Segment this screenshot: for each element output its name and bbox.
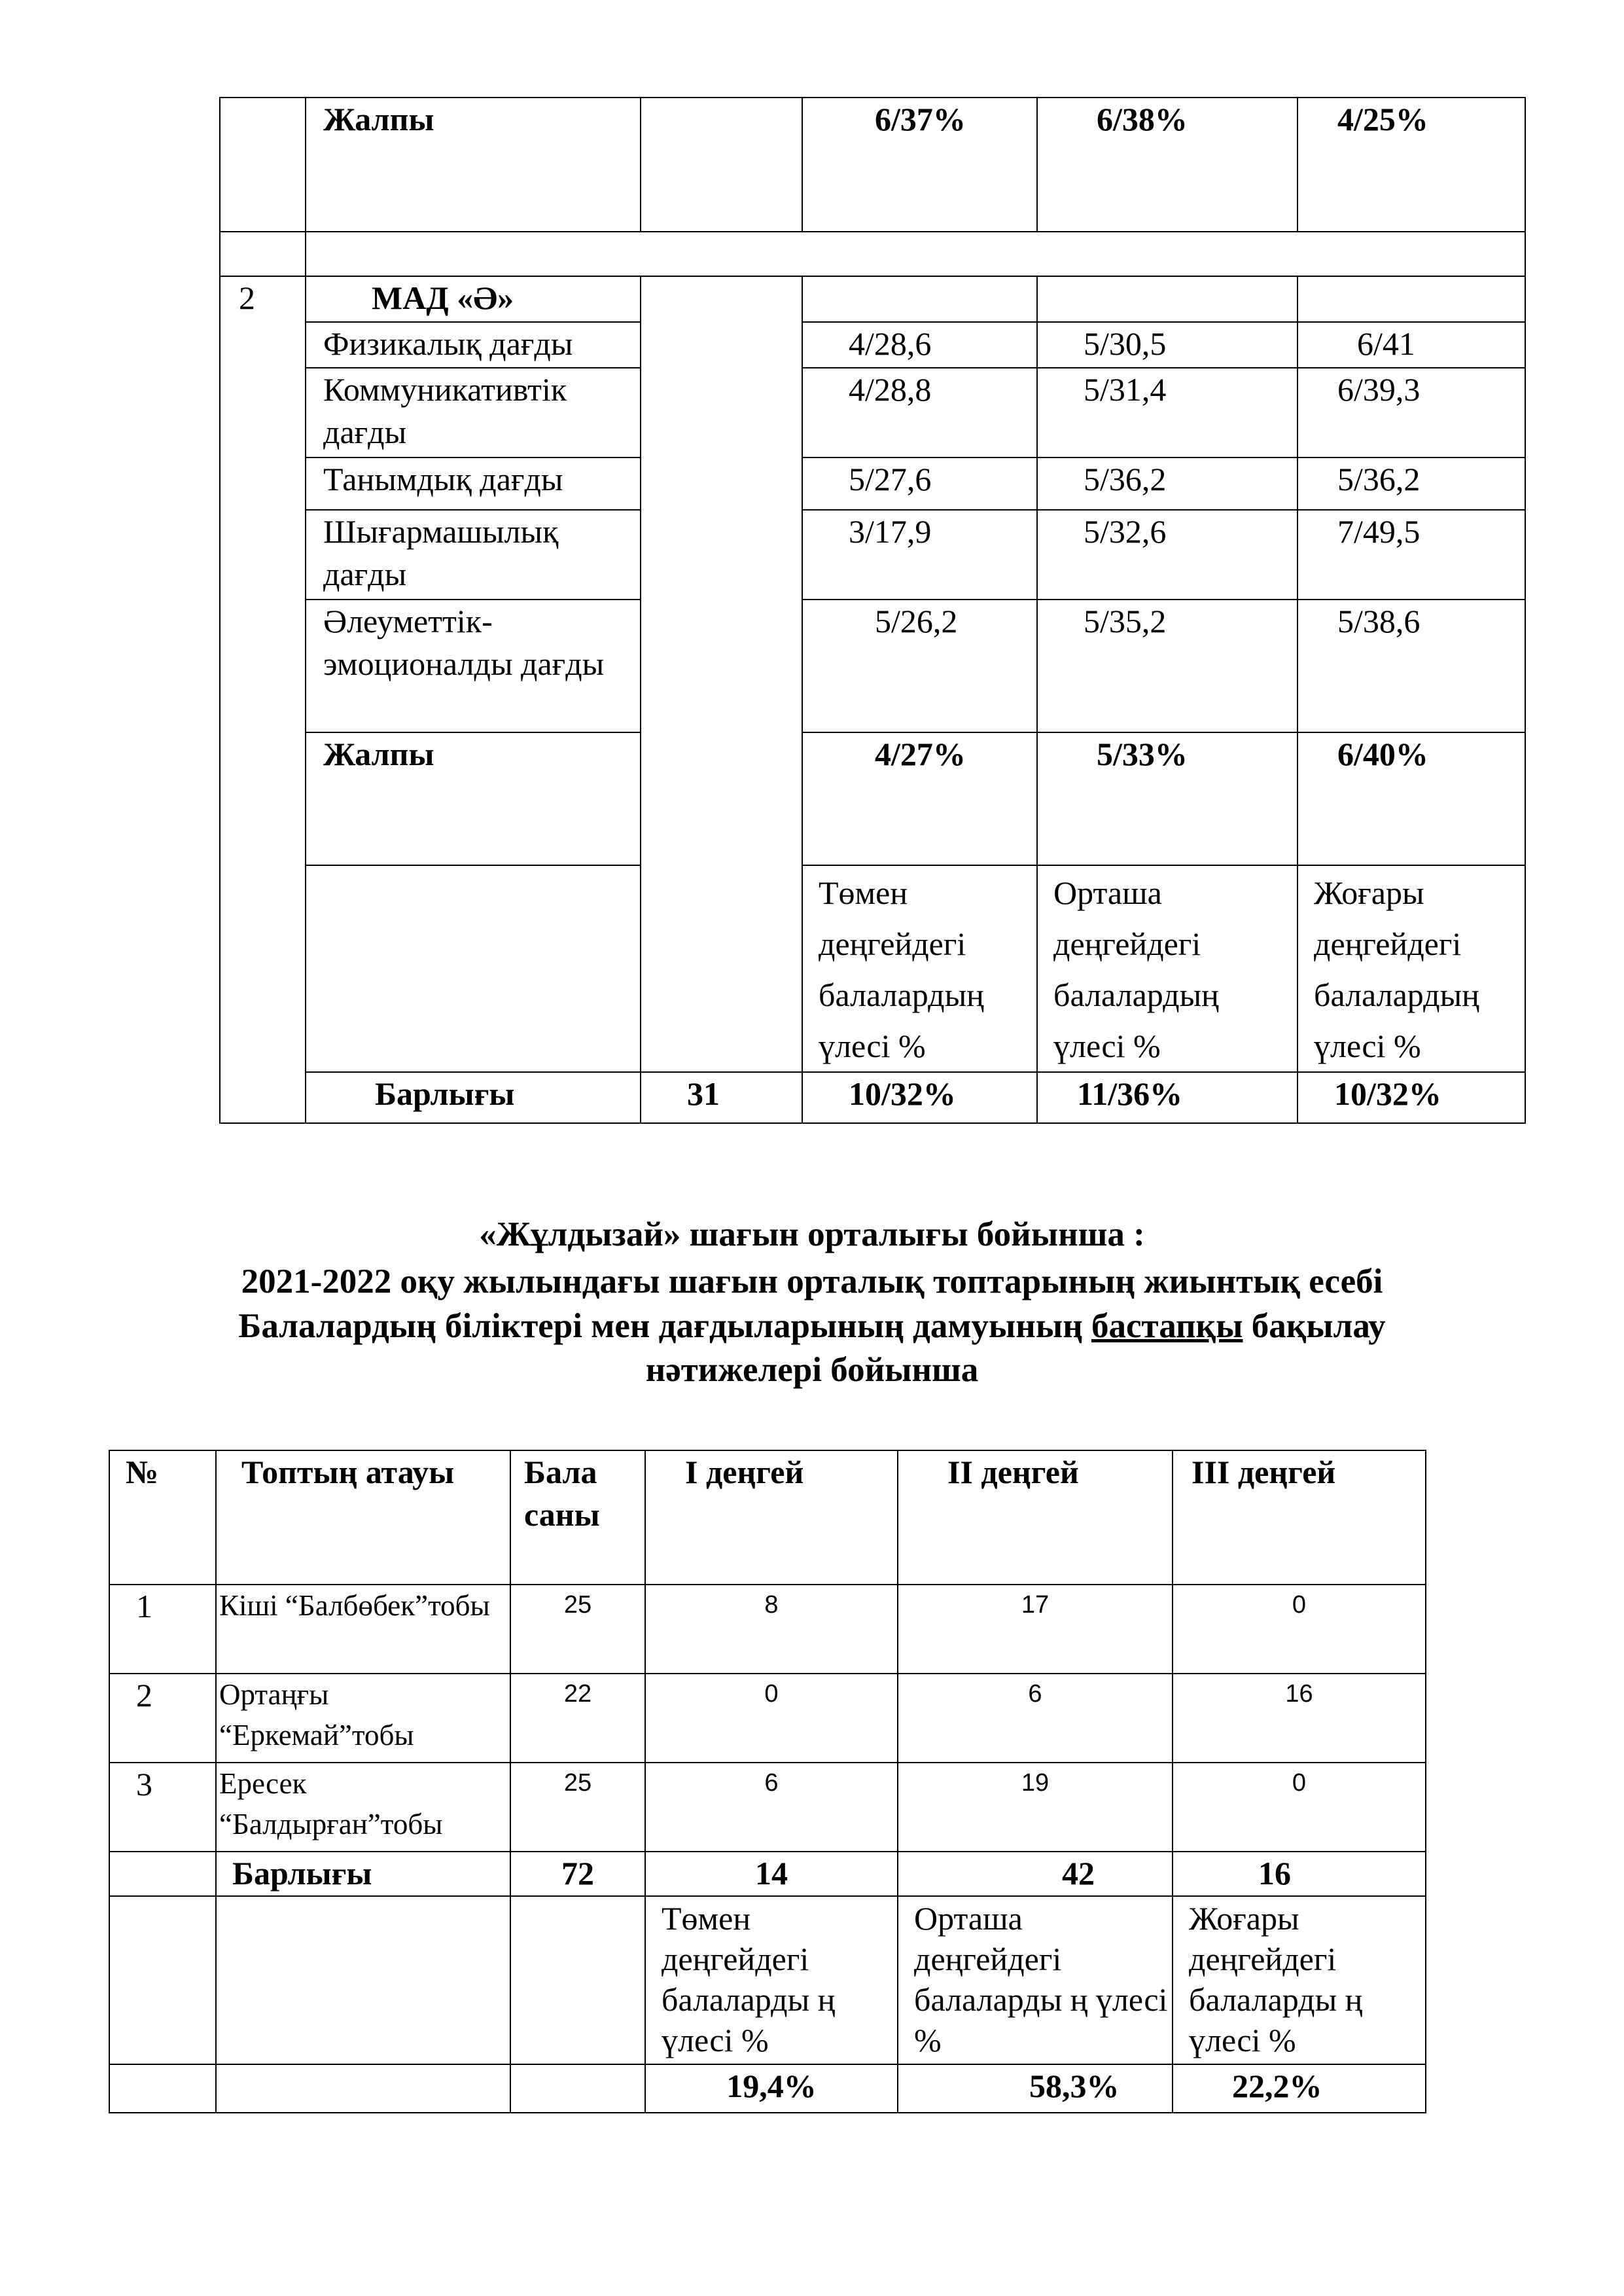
row-number: 1	[109, 1585, 216, 1674]
level-1-count: 8	[645, 1585, 898, 1674]
skill-label: Шығармашылық дағды	[306, 510, 641, 600]
report-heading-line1: «Жұлдызай» шағын орталығы бойынша :	[479, 1215, 1145, 1253]
child-count: 25	[510, 1763, 645, 1852]
table-row	[220, 322, 1525, 368]
header-number: №	[109, 1450, 216, 1585]
level-2-count: 19	[898, 1763, 1173, 1852]
level-low-value: 10/32%	[802, 1072, 1037, 1123]
grand-total-label: Барлығы	[306, 1072, 641, 1123]
table-row	[220, 457, 1525, 510]
total-level-1: 14	[645, 1852, 898, 1896]
table-row	[220, 98, 1525, 232]
level-2-count: 6	[898, 1674, 1173, 1763]
level-mid-value: 5/30,5	[1037, 322, 1297, 368]
percent-row	[109, 2064, 1426, 2113]
level-1-count: 0	[645, 1674, 898, 1763]
level-mid-value: 5/36,2	[1037, 457, 1297, 510]
header-level-2: ІІ деңгей	[898, 1450, 1173, 1585]
heading-underlined-text: бастапқы	[1091, 1307, 1243, 1345]
level-low-value: 6/37%	[802, 98, 1037, 232]
level-mid-value: 5/31,4	[1037, 368, 1297, 457]
percent-mid: 58,3%	[898, 2064, 1173, 2113]
group-summary-table	[109, 1450, 1426, 2113]
report-heading-line4: нәтижелері бойынша	[645, 1351, 979, 1389]
table-row	[220, 510, 1525, 600]
level-low-value: 5/27,6	[802, 457, 1037, 510]
skill-label: Әлеуметтік-эмоционалды дағды	[306, 600, 641, 732]
skill-label: Танымдық дағды	[306, 457, 641, 510]
group-title: МАД «Ә»	[306, 276, 641, 322]
group-name: Кіші “Балбөбек”тобы	[216, 1585, 510, 1674]
skill-label: Коммуникативтік дағды	[306, 368, 641, 457]
skill-label: Физикалық дағды	[306, 322, 641, 368]
level-mid-value: 5/32,6	[1037, 510, 1297, 600]
level-mid-value: 5/35,2	[1037, 600, 1297, 732]
table-row	[220, 276, 1525, 322]
heading-text: бақылау	[1243, 1307, 1386, 1345]
heading-text: Балалардың біліктері мен дағдыларының дамуының	[238, 1307, 1091, 1345]
row-number: 3	[109, 1763, 216, 1852]
total-label: Барлығы	[216, 1852, 510, 1896]
table-row	[220, 732, 1525, 865]
level-3-count: 0	[1173, 1763, 1426, 1852]
level-high-value: 6/40%	[1297, 732, 1525, 865]
level-mid-value: 11/36%	[1037, 1072, 1297, 1123]
table-row	[220, 600, 1525, 732]
report-heading-line2: 2021-2022 оқу жылындағы шағын орталық топтарының жиынтық есебі	[241, 1263, 1383, 1300]
level-low-value: 4/27%	[802, 732, 1037, 865]
level-high-value: 5/36,2	[1297, 457, 1525, 510]
table-row	[109, 1674, 1426, 1763]
level-low-value: 3/17,9	[802, 510, 1037, 600]
percent-low: 19,4%	[645, 2064, 898, 2113]
table-row	[109, 1896, 1426, 2064]
table-row	[220, 865, 1525, 1072]
row-number: 2	[109, 1674, 216, 1763]
table-row	[220, 368, 1525, 457]
table-row	[109, 1585, 1426, 1674]
level-3-count: 0	[1173, 1585, 1426, 1674]
level-high-value: 7/49,5	[1297, 510, 1525, 600]
header-group-name: Топтың атауы	[216, 1450, 510, 1585]
header-child-count: Бала саны	[510, 1450, 645, 1585]
level-2-count: 17	[898, 1585, 1173, 1674]
table-header-row	[109, 1450, 1426, 1585]
report-heading-line3	[0, 1304, 1624, 1348]
percent-high: 22,2%	[1173, 2064, 1426, 2113]
share-low-label: Төмен деңгейдегі балаларды ң үлесі %	[645, 1896, 898, 2064]
level-mid-value: 6/38%	[1037, 98, 1297, 232]
share-mid-label: Орташа деңгейдегі балаларды ң үлесі %	[898, 1896, 1173, 2064]
grand-total-count: 31	[641, 1072, 802, 1123]
group-number: 2	[220, 276, 306, 1123]
group-name: Ересек “Балдырған”тобы	[216, 1763, 510, 1852]
table-row	[220, 1072, 1525, 1123]
header-level-1: І деңгей	[645, 1450, 898, 1585]
child-count: 25	[510, 1585, 645, 1674]
total-row	[109, 1852, 1426, 1896]
level-high-value: 10/32%	[1297, 1072, 1525, 1123]
level-low-value: 5/26,2	[802, 600, 1037, 732]
table-row	[220, 232, 1525, 276]
table-row	[109, 1763, 1426, 1852]
share-low-label: Төмен деңгейдегі балалардың үлесі %	[802, 865, 1037, 1072]
level-1-count: 6	[645, 1763, 898, 1852]
level-mid-value: 5/33%	[1037, 732, 1297, 865]
summary-table-continued	[219, 97, 1526, 1124]
level-low-value: 4/28,8	[802, 368, 1037, 457]
level-low-value: 4/28,6	[802, 322, 1037, 368]
total-level-3: 16	[1173, 1852, 1426, 1896]
share-high-label: Жоғары деңгейдегі балаларды ң үлесі %	[1173, 1896, 1426, 2064]
total-level-2: 42	[898, 1852, 1173, 1896]
share-mid-label: Орташа деңгейдегі балалардың үлесі %	[1037, 865, 1297, 1072]
level-high-value: 5/38,6	[1297, 600, 1525, 732]
header-level-3: ІІІ деңгей	[1173, 1450, 1426, 1585]
level-high-value: 4/25%	[1297, 98, 1525, 232]
share-high-label: Жоғары деңгейдегі балалардың үлесі %	[1297, 865, 1525, 1072]
row-label: Жалпы	[306, 98, 641, 232]
total-child-count: 72	[510, 1852, 645, 1896]
level-high-value: 6/39,3	[1297, 368, 1525, 457]
row-label: Жалпы	[306, 732, 641, 865]
level-high-value: 6/41	[1297, 322, 1525, 368]
child-count: 22	[510, 1674, 645, 1763]
group-name: Ортаңғы “Еркемай”тобы	[216, 1674, 510, 1763]
level-3-count: 16	[1173, 1674, 1426, 1763]
